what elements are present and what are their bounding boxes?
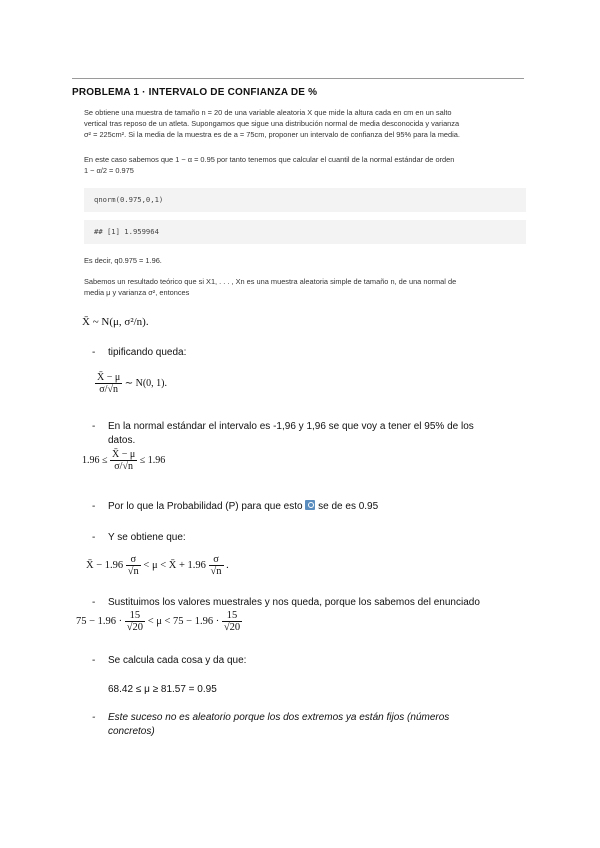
bullet-text-post: se de es 0.95 — [318, 501, 379, 512]
bullet-dash: - — [92, 421, 96, 432]
ineq-left: 1.96 ≤ — [82, 454, 108, 466]
title-rule — [72, 78, 524, 79]
bullet-tipificando: tipificando queda: — [108, 347, 187, 358]
std-rhs: ∼ N(0, 1). — [124, 377, 167, 389]
bullet-suceso — [108, 711, 528, 739]
int-sigma-2: σ — [213, 554, 219, 565]
bullet-dash: - — [92, 347, 96, 358]
code-text: qnorm(0.975,0,1) — [94, 195, 164, 204]
bullet-dash: - — [92, 597, 96, 608]
output-block — [84, 220, 526, 244]
sub-left: 75 − 1.96 · — [76, 615, 123, 627]
distribution-equation: X̄ ~ N(μ, σ²/n). — [82, 316, 149, 328]
result-line: 68.42 ≤ μ ≥ 81.57 = 0.95 — [108, 684, 217, 695]
ineq-numerator: X̄ − μ — [112, 449, 136, 460]
int-left: X̄ − 1.96 — [86, 559, 124, 571]
intro-line: Se obtiene una muestra de tamaño n = 20 de una variable aleatoria X que mide la altura cada en cm en un salto — [84, 108, 452, 117]
sub-denominator-2: √20 — [223, 622, 241, 633]
int-rootn-2: √n — [210, 566, 222, 577]
ineq-right: ≤ 1.96 — [139, 454, 166, 466]
bullet-line: concretos) — [108, 726, 155, 737]
code-block — [84, 188, 526, 212]
es-decir-line: Es decir, q0.975 = 1.96. — [84, 256, 162, 265]
theory-paragraph — [84, 276, 524, 298]
page-title: PROBLEMA 1 · INTERVALO DE CONFIANZA DE % — [72, 87, 318, 98]
case-paragraph — [84, 154, 524, 176]
ineq-denominator: σ/√n — [114, 461, 133, 472]
interval-equation — [86, 554, 229, 577]
std-numerator: X̄ − μ — [97, 372, 121, 383]
theory-line: Sabemos un resultado teórico que si X1, . . . , Xn es una muestra aleatoria simple de tamaño n, de una normal de — [84, 277, 457, 286]
bullet-se-calcula: Se calcula cada cosa y da que: — [108, 655, 247, 666]
standardized-equation — [95, 372, 167, 395]
bullet-se-obtiene: Y se obtiene que: — [108, 532, 186, 543]
output-text: ## [1] 1.959964 — [94, 227, 159, 236]
bullet-dash: - — [92, 712, 96, 723]
bullet-probabilidad — [108, 500, 378, 514]
bullet-dash: - — [92, 532, 96, 543]
inequality-equation — [82, 449, 165, 472]
sub-mid: < μ < 75 − 1.96 · — [147, 615, 220, 627]
bullet-normal-estandar — [108, 420, 528, 448]
sub-numerator-2: 15 — [222, 610, 242, 622]
sub-numerator: 15 — [125, 610, 145, 622]
case-line: En este caso sabemos que 1 − α = 0.95 por tanto tenemos que calcular el cuantil de la normal estándar de orden — [84, 155, 455, 164]
bullet-line: Este suceso no es aleatorio porque los dos extremos ya están fijos (números — [108, 712, 450, 723]
int-sigma: σ — [130, 554, 137, 565]
intro-paragraph — [84, 107, 524, 140]
int-mid: < μ < X̄ + 1.96 — [143, 559, 206, 571]
sub-denominator: √20 — [126, 622, 144, 633]
intro-line: vertical tras reposo de un atleta. Supongamos que sigue una distribución normal de media desconocida y varianza — [84, 119, 460, 128]
bullet-dash: - — [92, 655, 96, 666]
theory-line: media μ y varianza σ², entonces — [84, 288, 190, 297]
image-placeholder-icon — [305, 500, 315, 510]
substituted-equation — [76, 610, 242, 633]
int-rootn: √n — [127, 566, 139, 577]
std-denominator: σ/√n — [99, 384, 118, 395]
int-end: . — [226, 559, 229, 571]
bullet-dash: - — [92, 501, 96, 512]
bullet-line: datos. — [108, 435, 136, 446]
case-line: 1 − α/2 = 0.975 — [84, 166, 134, 175]
bullet-sustituimos: Sustituimos los valores muestrales y nos queda, porque los sabemos del enunciado — [108, 597, 480, 608]
intro-line: σ² = 225cm². Si la media de la muestra es de a = 75cm, proponer un intervalo de confianza del 95% para la media. — [84, 130, 460, 139]
bullet-line: En la normal estándar el intervalo es -1,96 y 1,96 se que voy a tener el 95% de los — [108, 421, 474, 432]
bullet-text-pre: Por lo que la Probabilidad (P) para que esto — [108, 501, 303, 512]
